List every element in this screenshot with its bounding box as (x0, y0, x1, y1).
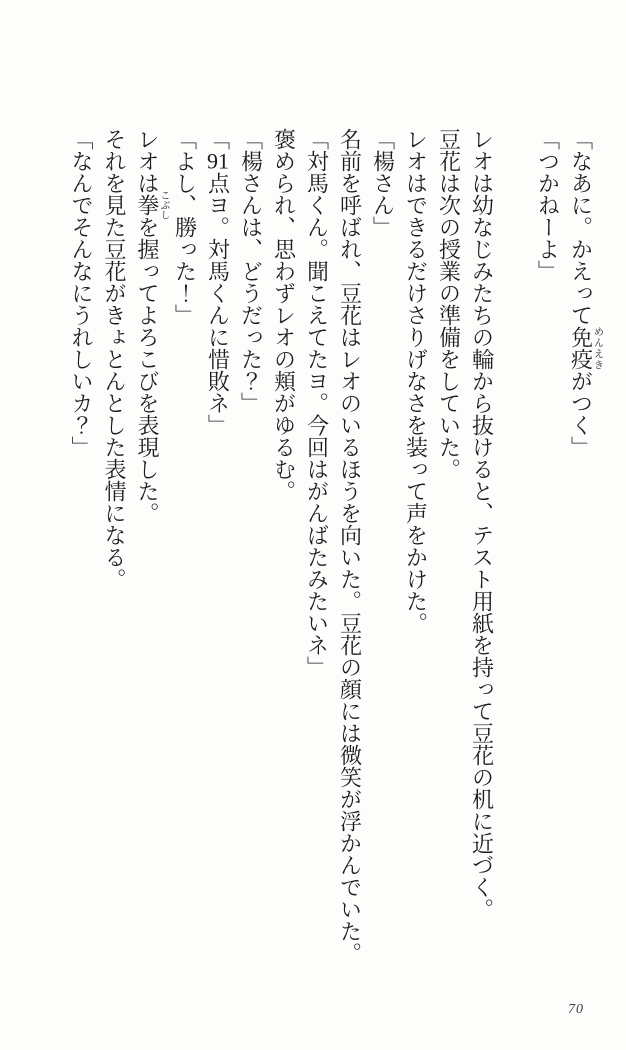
paragraph-line-dialogue: 「なんでそんなにうれしいカ？」 (69, 128, 94, 458)
paragraph-line-narrative: 名前を呼ばれ、豆花はレオのいるほうを向いた。豆花の顔には微笑が浮かんでいた。 (337, 128, 363, 964)
paragraph-line-dialogue: 「対馬くん。聞こえてたヨ。今回はがんばたみたいネ」 (304, 128, 330, 678)
ruby-annotated-word: 免疫めんえき (568, 326, 603, 370)
paragraph-line-narrative: それを見た豆花がきょとんとした表情になる。 (102, 128, 127, 590)
page-number: 70 (568, 1002, 584, 1017)
paragraph-line-dialogue: 「よし、勝った！」 (172, 128, 198, 326)
ruby-annotated-word: 拳こぶし (135, 190, 169, 220)
paragraph-line-dialogue: 「楊さんは、どうだった？」 (238, 128, 264, 414)
paragraph-line-narrative: 褒められ、思わずレオの頬がゆるむ。 (271, 128, 297, 502)
blank-line (499, 128, 532, 988)
paragraph-line-narrative: レオはできるだけさりげなさを装って声をかけた。 (403, 128, 429, 634)
paragraph-line-dialogue: 「つかねーよ」 (535, 128, 561, 282)
paragraph-line-dialogue: 「91点ヨ。対馬くんに惜敗ネ」 (205, 128, 231, 436)
tate-chu-yoko-number: 91 (207, 150, 229, 172)
vertical-text-block (65, 128, 602, 988)
paragraph-line-narrative: 豆花は次の授業の準備をしていた。 (436, 128, 462, 480)
paragraph-line-narrative: レオは幼なじみたちの輪から抜けると、テスト用紙を持って豆花の机に近づく。 (469, 128, 495, 920)
paragraph-line-narrative: レオは拳こぶしを握ってよろこびを表現した。 (135, 128, 169, 524)
paragraph-line-dialogue: 「楊さん」 (370, 128, 396, 238)
paragraph-line-dialogue: 「なあに。かえって免疫めんえきがつく」 (568, 128, 603, 458)
